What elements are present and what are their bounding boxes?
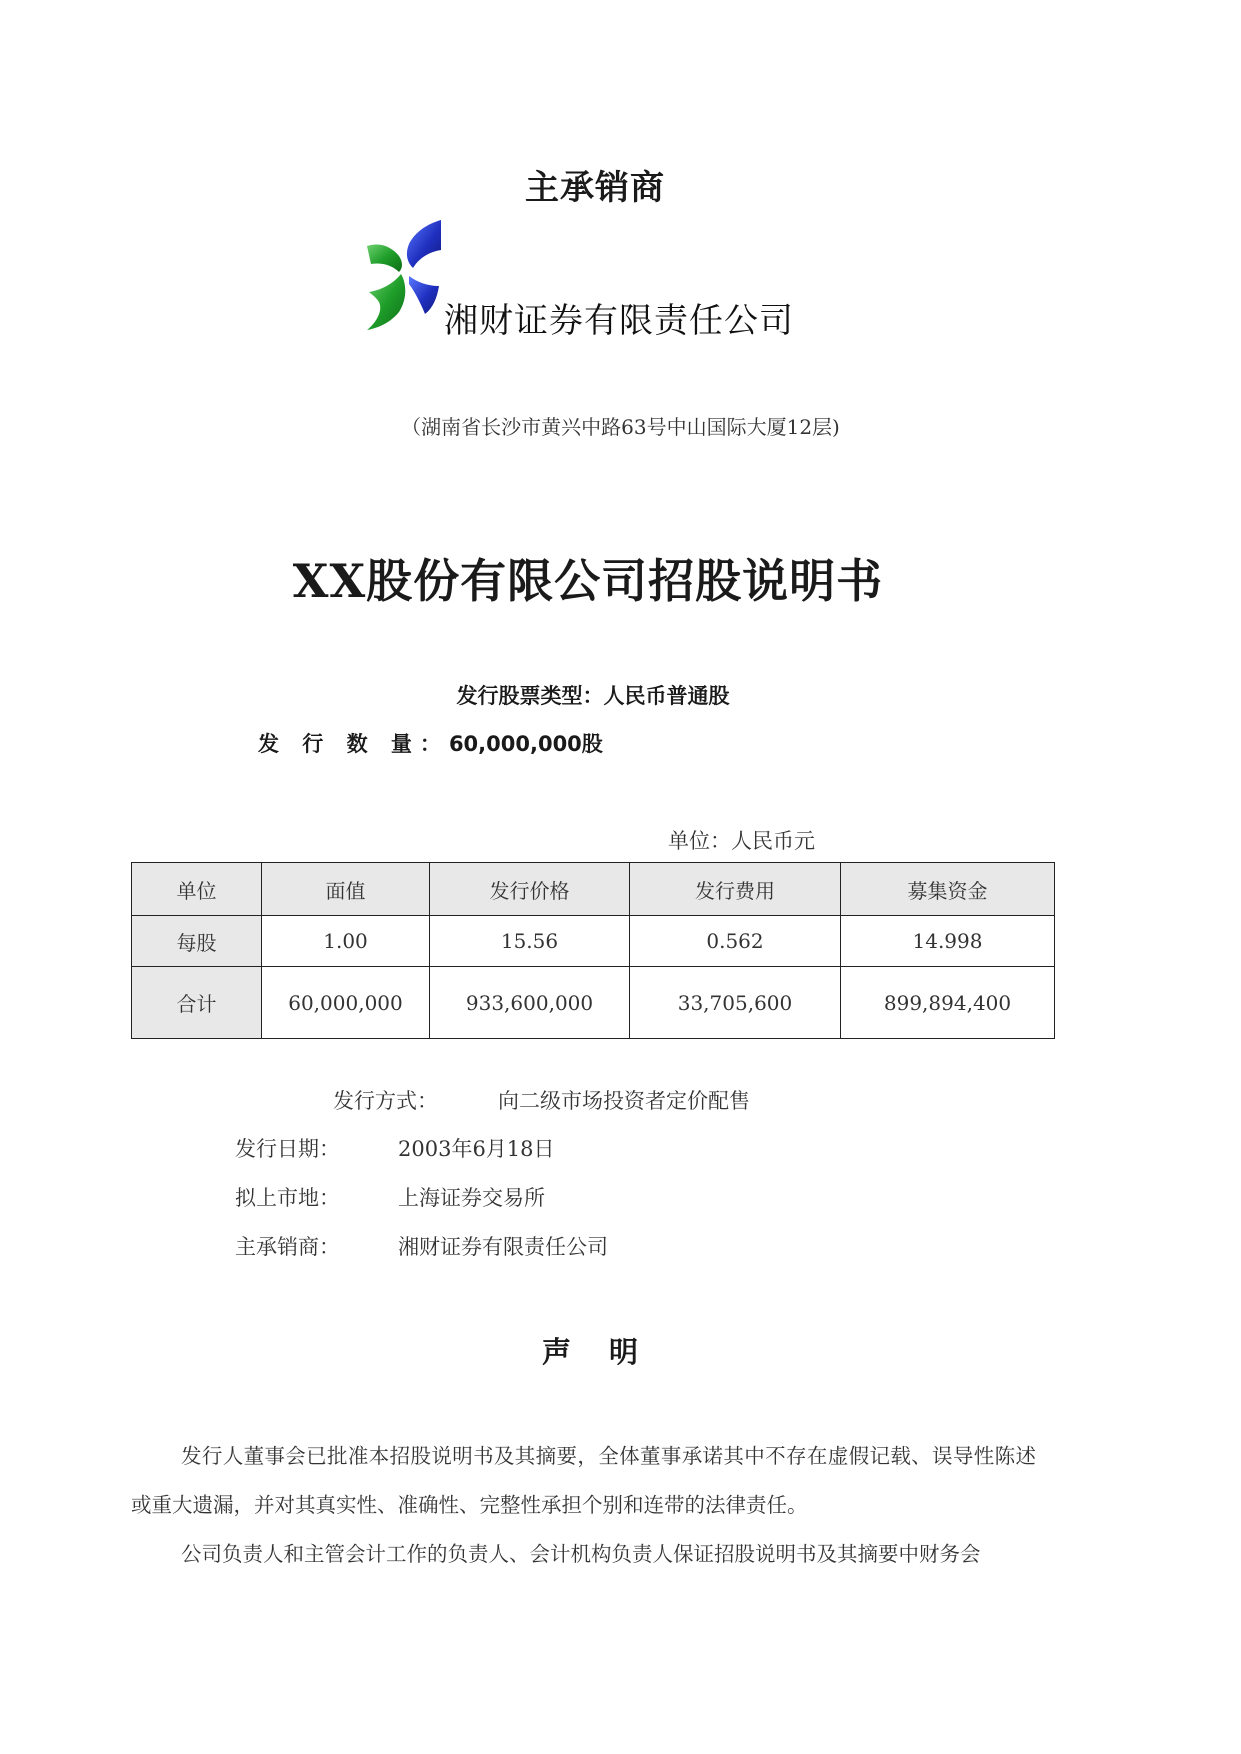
company-address: （湖南省长沙市黄兴中路63号中山国际大厦12层) [401,415,840,439]
company-name: 湘财证券有限责任公司 [444,301,794,341]
table-cell: 33,705,600 [630,967,841,1039]
table-cell: 933,600,000 [430,967,630,1039]
unit-note: 单位：人民币元 [668,829,815,853]
table-header-cell: 面值 [262,863,430,916]
table-header-row [132,863,1055,916]
table-header-cell: 发行价格 [430,863,630,916]
declaration-title-part: 声 [541,1335,571,1369]
declaration-title-part: 明 [609,1335,639,1369]
issue-quantity-line [258,728,603,758]
table-row [132,916,1055,967]
declaration-paragraph: 公司负责人和主管会计工作的负责人、会计机构负责人保证招股说明书及其摘要中财务会 [181,1542,981,1566]
table-cell: 15.56 [430,916,630,967]
table-header-cell: 募集资金 [841,863,1055,916]
issue-date-value: 2003年6月18日 [398,1137,555,1161]
issue-quantity-label: 发 行 数 量： [258,732,449,756]
underwriter-value: 湘财证券有限责任公司 [398,1235,608,1259]
stock-type-label: 发行股票类型： [456,684,604,708]
issue-quantity-value: 60,000,000股 [448,732,603,756]
table-header-cell: 发行费用 [630,863,841,916]
table-header-cell: 单位 [132,863,262,916]
table-cell: 899,894,400 [841,967,1055,1039]
declaration-paragraph: 发行人董事会已批准本招股说明书及其摘要，全体董事承诺其中不存在虚假记载、误导性陈述或重大遗漏，并对其真实性、准确性、完整性承担个别和连带的法律责任。 [131,1444,1036,1517]
issue-method-value: 向二级市场投资者定价配售 [498,1089,750,1113]
table-cell: 60,000,000 [262,967,430,1039]
issue-method-label: 发行方式： [333,1089,438,1113]
table-cell: 14.998 [841,916,1055,967]
listing-place-value: 上海证券交易所 [398,1186,545,1210]
company-logo-icon [365,218,443,332]
underwriter-heading: 主承销商 [525,168,665,208]
issue-date-label: 发行日期： [235,1137,340,1161]
table-cell: 1.00 [262,916,430,967]
stock-type-value: 人民币普通股 [603,684,730,708]
table-row-header: 每股 [132,916,262,967]
underwriter-label: 主承销商： [235,1235,340,1259]
declaration-title [0,1330,1180,1371]
table-row-header: 合计 [132,967,262,1039]
table-row [132,967,1055,1039]
table-cell: 0.562 [630,916,841,967]
listing-place-label: 拟上市地： [235,1186,340,1210]
stock-type-line [0,680,1186,710]
document-title: XX股份有限公司招股说明书 [292,554,884,608]
issue-price-table [131,862,1055,1039]
